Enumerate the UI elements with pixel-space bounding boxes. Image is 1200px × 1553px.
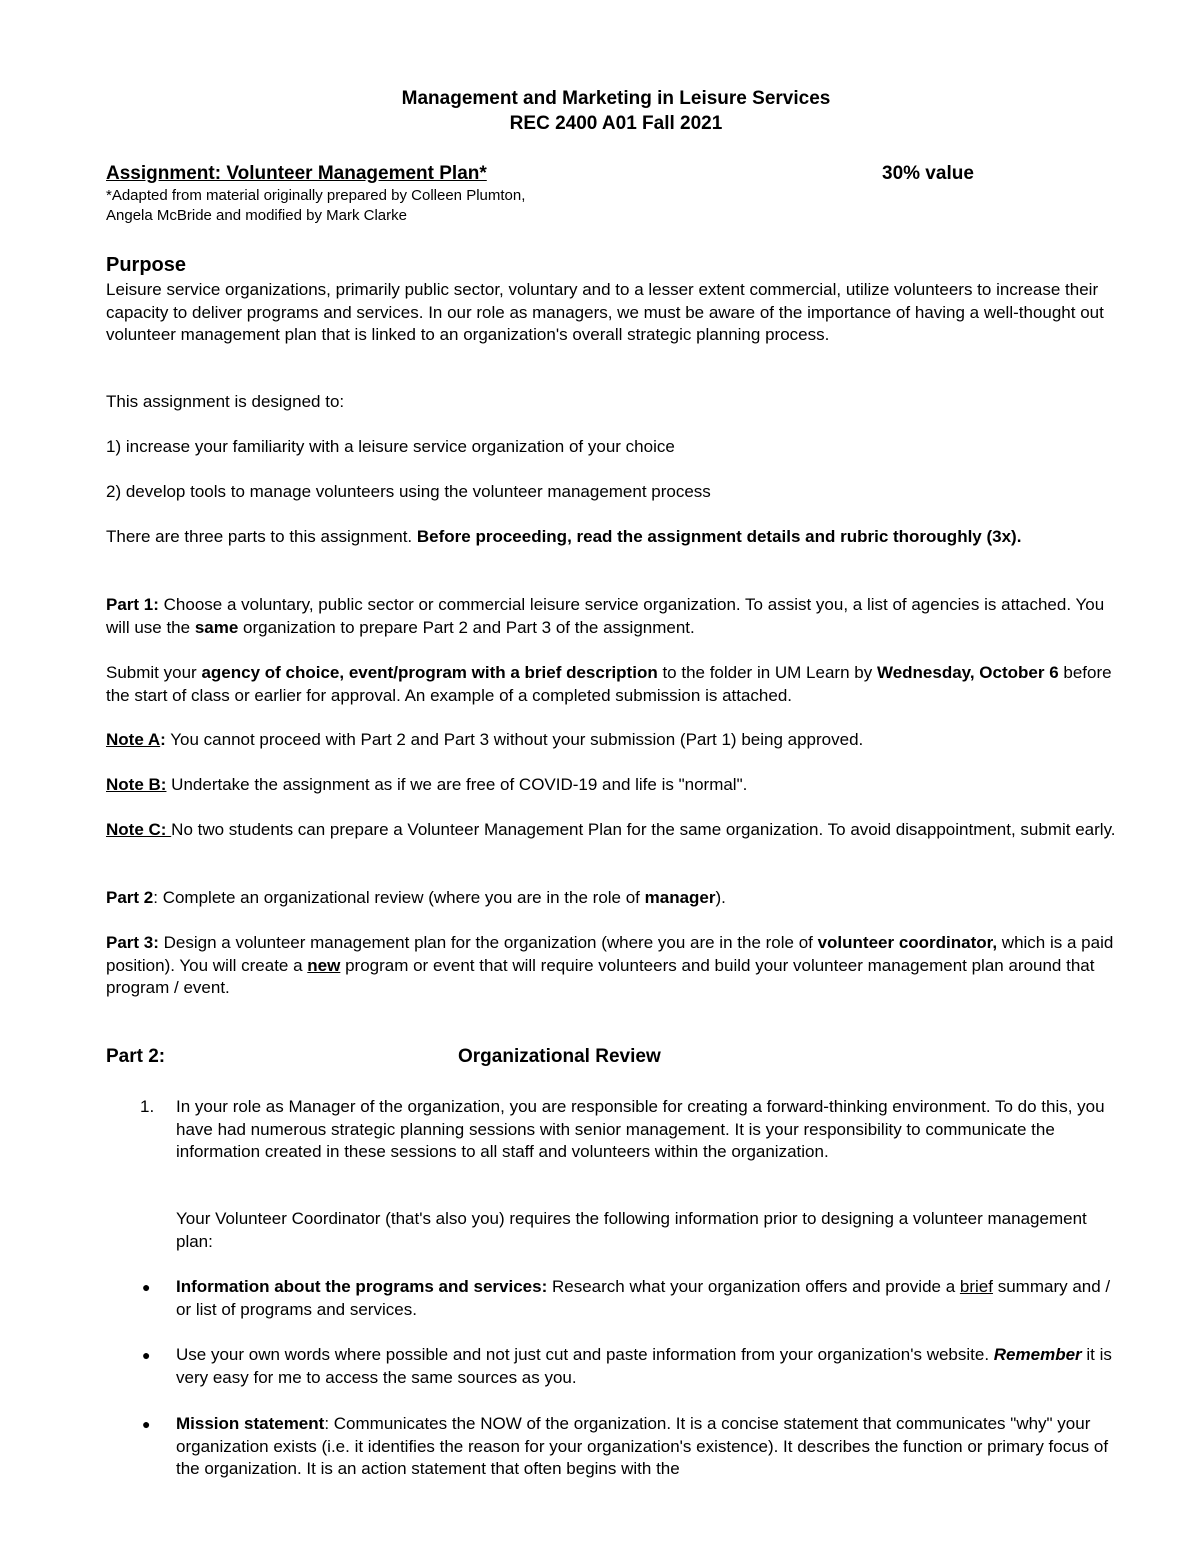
credit-line-2: Angela McBride and modified by Mark Clarke <box>106 207 407 224</box>
part3-text-1: Design a volunteer management plan for the organization (where you are in the role of <box>158 933 818 952</box>
part2-section-label: Part 2: <box>106 1046 166 1067</box>
part2-section-heading-row <box>106 1046 1106 1069</box>
list-item-1 <box>140 1096 1126 1164</box>
note-a-label: Note A <box>106 730 161 749</box>
assignment-title: Assignment: Volunteer Management Plan* <box>106 163 487 184</box>
part2-intro <box>106 887 1126 910</box>
list-item-1-text: In your role as Manager of the organization, you are responsible for creating a forward-thinking environment. To do this, you have had numerous strategic planning sessions with senior management. It is your responsibility to communicate the information created in these sessions to all staff and volunteers within the organization. <box>176 1097 1105 1161</box>
bullet-2-remember: Remember <box>993 1345 1082 1364</box>
bullet-1-text-1: Research what your organization offers and provide a <box>547 1277 960 1296</box>
course-title: Management and Marketing in Leisure Services <box>401 88 831 109</box>
note-c-label: Note C: <box>106 820 172 839</box>
part3-text-2: which is a paid position). You will create a <box>106 933 1114 975</box>
submit-paragraph <box>106 662 1126 707</box>
part3-new: new <box>307 955 341 975</box>
assignment-value: 30% value <box>882 163 974 184</box>
note-a-colon: : <box>160 730 166 749</box>
part1-text-a: Choose a voluntary, public sector or commercial leisure service organization. To assist you, a list of agencies is attached. You will use the <box>106 595 1105 637</box>
part1-paragraph <box>106 594 1126 639</box>
part3-paragraph <box>106 932 1126 1000</box>
part3-bold: volunteer coordinator, <box>817 933 998 952</box>
bullet-item-programs <box>142 1276 1126 1321</box>
credit-line-1: *Adapted from material originally prepared by Colleen Plumton, <box>106 187 526 204</box>
note-c-text: No two students can prepare a Volunteer Management Plan for the same organization. To avoid disappointment, submit early. <box>171 820 1116 839</box>
credit-note <box>106 186 525 226</box>
designed-to-text: This assignment is designed to: <box>106 392 345 411</box>
note-a-text: You cannot proceed with Part 2 and Part 3 without your submission (Part 1) being approved. <box>165 730 864 749</box>
note-b-label: Note B: <box>106 775 167 794</box>
bullet-1-bold: Information about the programs and services: <box>176 1277 548 1296</box>
part2-intro-label: Part 2 <box>106 888 154 907</box>
submit-text-1: Submit your <box>106 663 202 682</box>
part2-intro-text-1: : Complete an organizational review (where you are in the role of <box>153 888 645 907</box>
part1-text-b: organization to prepare Part 2 and Part 3 of the assignment. <box>238 617 695 637</box>
part3-label: Part 3: <box>106 933 159 952</box>
document-header <box>0 86 1200 136</box>
part3-text-3: program or event that will require volunteers and build your volunteer management plan around that program / event. <box>106 955 1095 997</box>
three-parts-paragraph <box>106 526 1126 549</box>
part2-intro-bold: manager <box>644 888 716 907</box>
list-item-1-marker: 1. <box>140 1097 155 1116</box>
three-parts-emphasis: Before proceeding, read the assignment details and rubric thoroughly (3x). <box>416 527 1022 546</box>
bullet-2-text-2: it is very easy for me to access the same sources as you. <box>176 1345 1112 1387</box>
bullet-3-bold: Mission statement <box>176 1414 325 1433</box>
note-a <box>106 729 1126 752</box>
part2-section-title: Organizational Review <box>458 1046 661 1067</box>
bullet-item-own-words <box>142 1344 1126 1389</box>
part1-same: same <box>194 617 239 637</box>
submit-due-date: Wednesday, October 6 <box>876 663 1059 682</box>
bullet-1-brief: brief <box>959 1277 993 1296</box>
purpose-heading: Purpose <box>106 254 187 276</box>
course-code: REC 2400 A01 Fall 2021 <box>509 113 723 134</box>
three-parts-text: There are three parts to this assignment. <box>106 527 417 546</box>
submit-text-3: before the start of class or earlier for approval. An example of a completed submission is attached. <box>106 663 1112 705</box>
note-b <box>106 774 1126 797</box>
submit-text-2: to the folder in UM Learn by <box>657 663 877 682</box>
list-item-1-followup: Your Volunteer Coordinator (that's also you) requires the following information prior to designing a volunteer management plan: <box>176 1209 1087 1251</box>
bullet-1-text-2: summary and / or list of programs and services. <box>176 1277 1111 1319</box>
bullet-3-text: : Communicates the NOW of the organization. It is a concise statement that communicates "why" your organization exists (i.e. it identifies the reason for your organization's existence). It describes the function or primary focus of the organization. It is an action statement that often begins with the <box>176 1414 1109 1478</box>
part2-intro-text-2: ). <box>715 888 726 907</box>
purpose-paragraph: Leisure service organizations, primarily public sector, voluntary and to a lesser extent commercial, utilize volunteers to increase their capacity to deliver programs and services. In our role as managers, we must be aware of the importance of having a well-thought out volunteer management plan that is linked to an organization's overall strategic planning process. <box>106 280 1104 344</box>
bullet-2-text-1: Use your own words where possible and not just cut and paste information from your organization's website. <box>176 1345 994 1364</box>
goal-2: 2) develop tools to manage volunteers using the volunteer management process <box>106 482 711 501</box>
bullet-icon: ● <box>142 1347 151 1363</box>
bullet-icon: ● <box>142 1416 151 1432</box>
submit-bold-1: agency of choice, event/program with a brief description <box>201 663 658 682</box>
note-b-text: Undertake the assignment as if we are free of COVID-19 and life is "normal". <box>166 775 748 794</box>
goal-1: 1) increase your familiarity with a leisure service organization of your choice <box>106 437 675 456</box>
bullet-item-mission <box>142 1413 1126 1481</box>
bullet-icon: ● <box>142 1279 151 1295</box>
part1-label: Part 1: <box>106 595 159 614</box>
note-c <box>106 819 1126 842</box>
assignment-title-row <box>106 162 996 186</box>
